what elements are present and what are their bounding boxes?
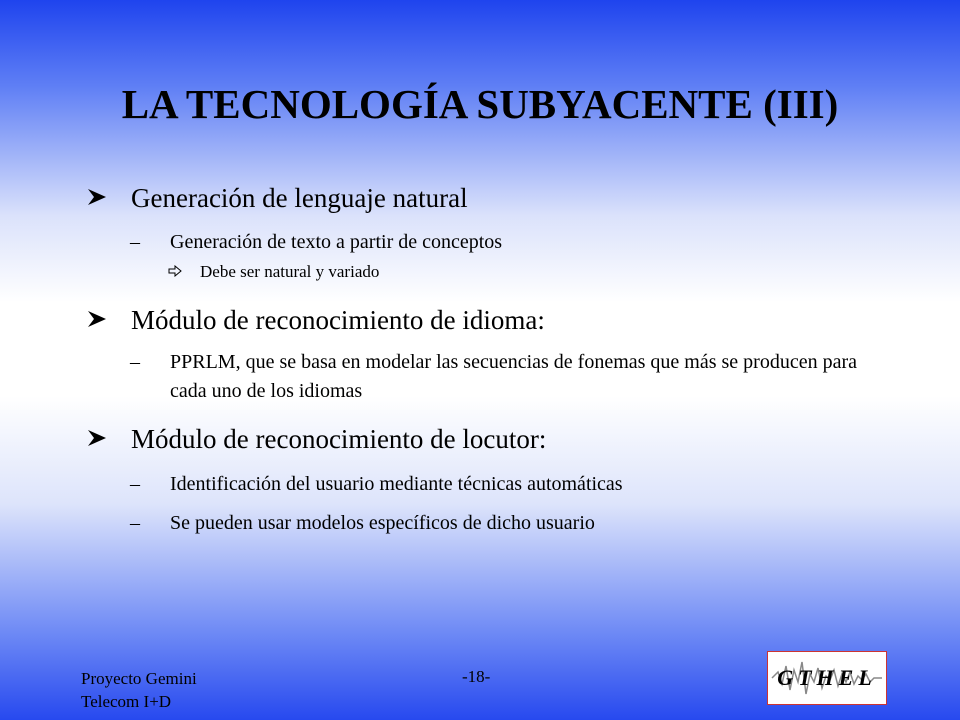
page-number: -18- <box>462 667 491 686</box>
subbullet-text: Se pueden usar modelos específicos de dicho usuario <box>170 512 595 534</box>
arrow-bullet-icon <box>85 307 109 331</box>
dash: – <box>130 473 140 495</box>
bullet-text: Generación de lenguaje natural <box>131 183 468 213</box>
bullet-text: Módulo de reconocimiento de idioma: <box>131 305 545 335</box>
dash: – <box>130 351 140 373</box>
arrow-bullet-icon <box>85 426 109 450</box>
subbullet-text: Identificación del usuario mediante técnicas automáticas <box>170 473 623 495</box>
footer-project: Proyecto Gemini <box>81 669 197 688</box>
subsubbullet-text: Debe ser natural y variado <box>200 262 380 281</box>
subbullet-text: PPRLM, que se basa en modelar las secuencias de fonemas que más se producen para cada uno de los idiomas <box>170 351 858 402</box>
bullet-text: Módulo de reconocimiento de locutor: <box>131 424 547 454</box>
arrow-bullet-icon <box>85 185 109 209</box>
logo-text: GTHEL <box>777 665 877 690</box>
hollow-arrow-icon <box>168 265 182 277</box>
slide-title: LA TECNOLOGÍA SUBYACENTE (III) <box>121 81 839 127</box>
footer-organization: Telecom I+D <box>81 692 172 711</box>
footer-left <box>81 667 197 713</box>
dash: – <box>130 231 140 253</box>
gth-logo-icon <box>767 651 887 705</box>
subbullet-text: Generación de texto a partir de conceptos <box>170 231 503 253</box>
dash: – <box>130 512 140 534</box>
